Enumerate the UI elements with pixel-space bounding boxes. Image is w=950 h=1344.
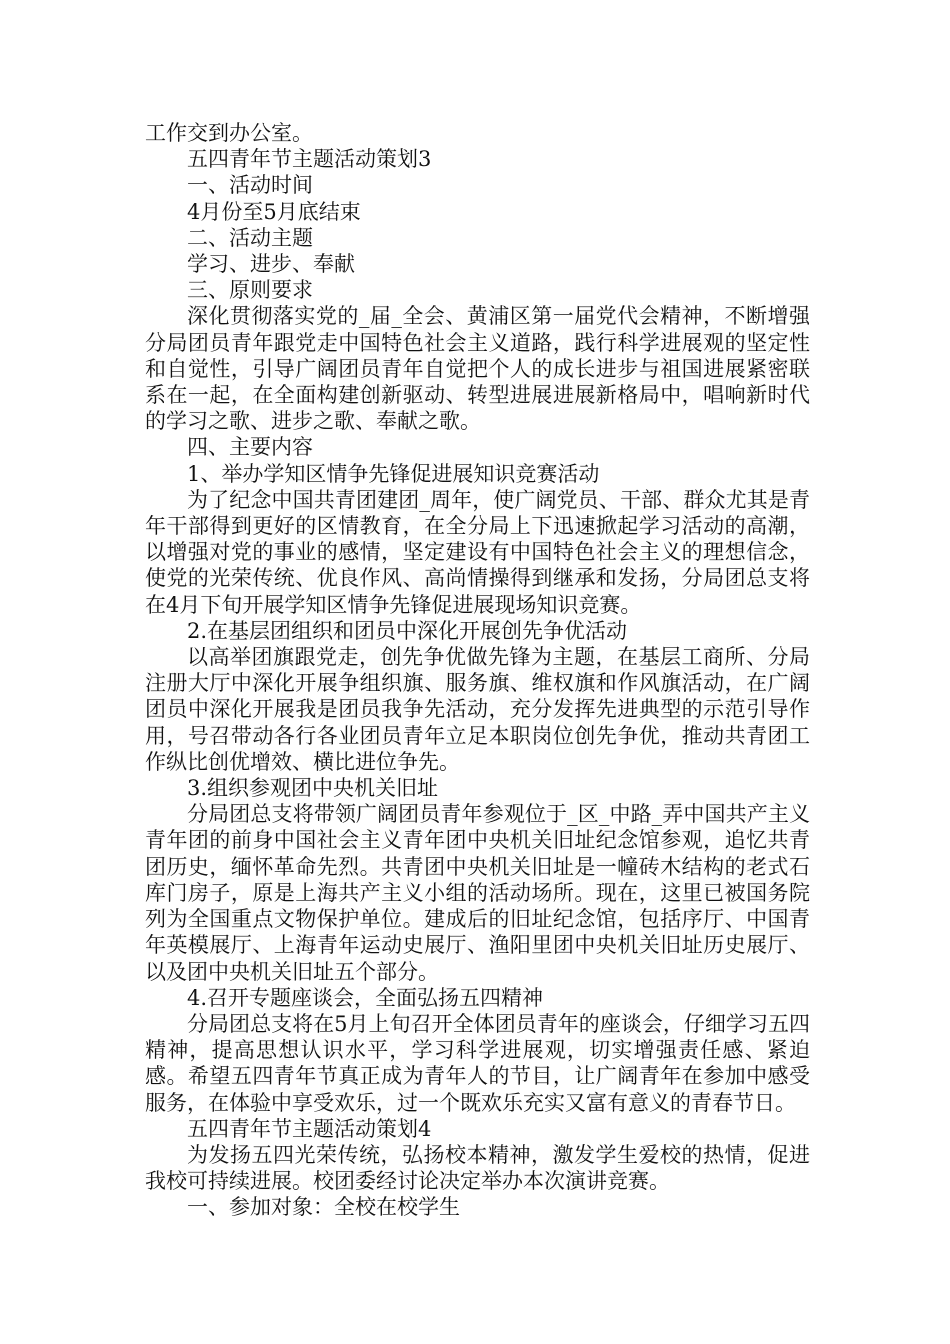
section-title-plan-3: 五四青年节主题活动策划3 [187, 147, 432, 172]
heading-participants: 一、参加对象：全校在校学生 [187, 1195, 460, 1220]
plan-4-intro-paragraph: 为发扬五四光荣传统，弘扬校本精神，激发学生爱校的热情，促进我校可持续进展。校团委经讨论决定举办本次演讲竞赛。 [145, 1142, 810, 1194]
symposium-paragraph: 分局团总支将在5月上旬召开全体团员青年的座谈会，仔细学习五四精神，提高思想认识水平，学习科学进展观，切实增强责任感、紧迫感。希望五四青年节真正成为青年人的节目，让广阔青年在参加中感受服务，在体验中享受欢乐，过一个既欢乐充实又富有意义的青春节日。 [145, 1011, 810, 1115]
section-title-plan-4: 五四青年节主题活动策划4 [187, 1116, 432, 1141]
document-body [145, 120, 810, 1221]
subheading-visit-site: 3.组织参观团中央机关旧址 [187, 776, 439, 801]
visit-site-paragraph: 分局团总支将带领广阔团员青年参观位于_区_中路_弄中国共产主义青年团的前身中国社会主义青年团中央机关旧址纪念馆参观，追忆共青团历史，缅怀革命先烈。共青团中央机关旧址是一幢砖木结构的老式石库门房子，原是上海共产主义小组的活动场所。现在，这里已被国务院列为全国重点文物保护单位。建成后的旧址纪念馆，包括序厅、中国青年英模展厅、上海青年运动史展厅、渔阳里团中央机关旧址历史展厅、以及团中央机关旧址五个部分。 [145, 802, 810, 984]
heading-principles: 三、原则要求 [187, 278, 313, 303]
paragraph-continuation: 工作交到办公室。 [145, 121, 313, 145]
heading-main-content: 四、主要内容 [187, 435, 313, 460]
knowledge-contest-paragraph: 为了纪念中国共青团建团_周年，使广阔党员、干部、群众尤其是青年干部得到更好的区情教育，在全分局上下迅速掀起学习活动的高潮，以增强对党的事业的感情，坚定建设有中国特色社会主义的理想信念，使党的光荣传统、优良作风、高尚情操得到继承和发扬，分局团总支将在4月下旬开展学知区情争先锋促进展现场知识竞赛。 [145, 487, 810, 617]
excellence-activity-paragraph: 以高举团旗跟党走，创先争优做先锋为主题，在基层工商所、分局注册大厅中深化开展争组织旗、服务旗、维权旗和作风旗活动，在广阔团员中深化开展我是团员我争先活动，充分发挥先进典型的示范引导作用，号召带动各行各业团员青年立足本职岗位创先争优，推动共青团工作纵比创优增效、横比进位争先。 [145, 645, 810, 774]
subheading-knowledge-contest: 1、举办学知区情争先锋促进展知识竞赛活动 [187, 461, 600, 486]
subheading-excellence-activity: 2.在基层团组织和团员中深化开展创先争优活动 [187, 618, 628, 643]
subheading-symposium: 4.召开专题座谈会，全面弘扬五四精神 [187, 985, 544, 1010]
activity-time-text: 4月份至5月底结束 [187, 199, 361, 224]
heading-activity-time: 一、活动时间 [187, 173, 313, 198]
heading-activity-theme: 二、活动主题 [187, 225, 313, 250]
principles-paragraph: 深化贯彻落实党的_届_全会、黄浦区第一届党代会精神，不断增强分局团员青年跟党走中国特色社会主义道路，践行科学进展观的坚定性和自觉性，引导广阔团员青年自觉把个人的成长进步与祖国进展紧密联系在一起，在全面构建创新驱动、转型进展进展新格局中，唱响新时代的学习之歌、进步之歌、奉献之歌。 [145, 304, 810, 434]
activity-theme-text: 学习、进步、奉献 [187, 252, 355, 277]
